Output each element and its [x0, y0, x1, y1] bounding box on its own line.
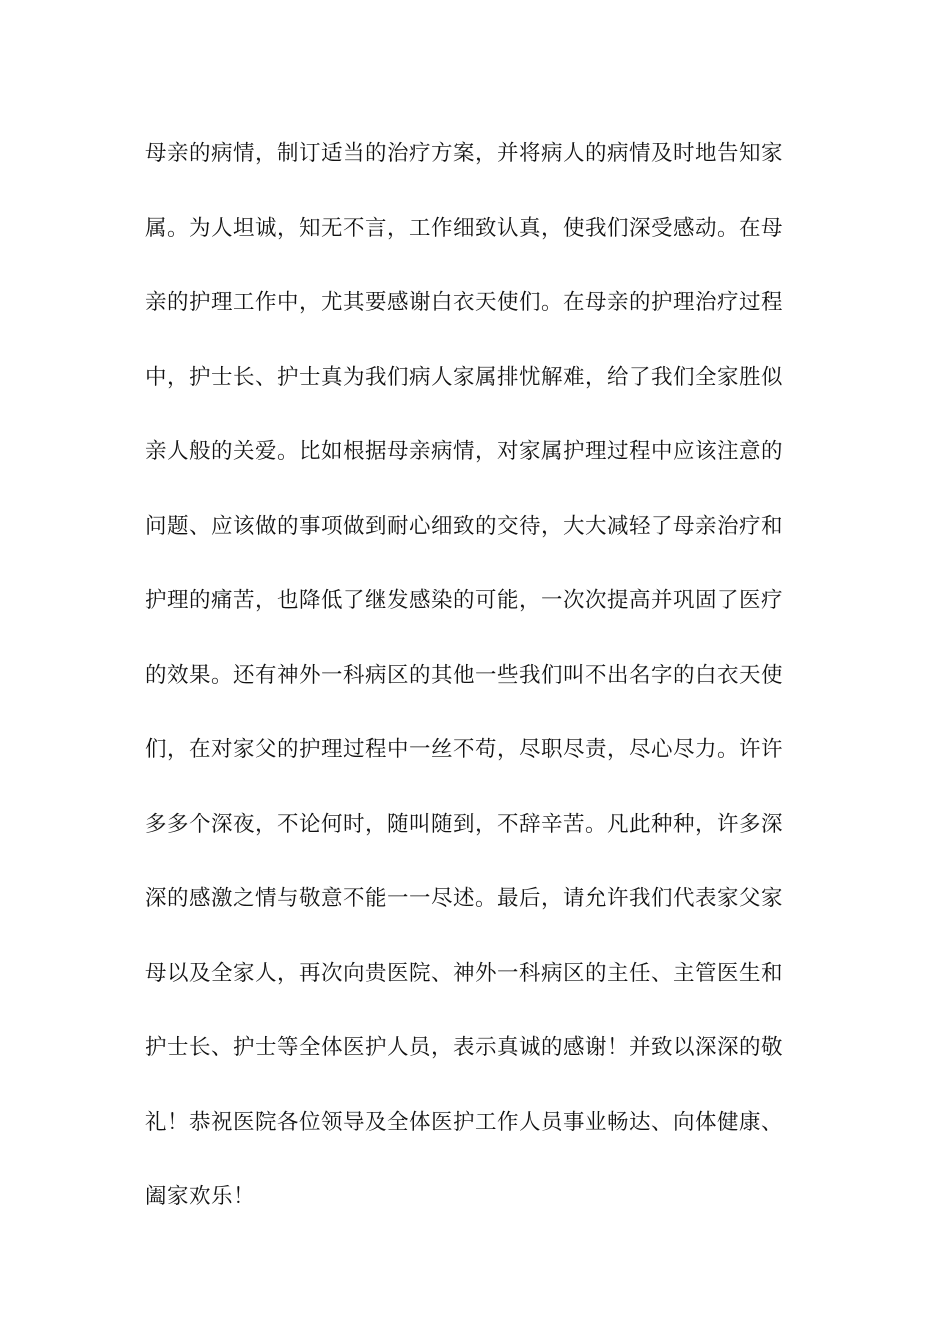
text-line-15: 阖家欢乐！ [145, 1184, 256, 1209]
text-line-13: 护士长、护士等全体医护人员，表示真诚的感谢！并致以深深的敬 [145, 1035, 784, 1060]
text-line-12: 母以及全家人，再次向贵医院、神外一科病区的主任、主管医生和 [145, 960, 784, 986]
text-line-3: 亲的护理工作中，尤其要感谢白衣天使们。在母亲的护理治疗过程 [145, 290, 784, 315]
text-line-10: 多多个深夜，不论何时，随叫随到，不辞辛苦。凡此种种，许多深 [145, 811, 784, 837]
text-line-4: 中，护士长、护士真为我们病人家属排忧解难，给了我们全家胜似 [145, 364, 784, 390]
text-line-6: 问题、应该做的事项做到耐心细致的交待，大大减轻了母亲治疗和 [145, 513, 784, 539]
text-line-8: 的效果。还有神外一科病区的其他一些我们叫不出名字的白衣天使 [145, 662, 784, 688]
text-line-7: 护理的痛苦，也降低了继发感染的可能，一次次提高并巩固了医疗 [145, 588, 784, 613]
text-line-5: 亲人般的关爱。比如根据母亲病情，对家属护理过程中应该注意的 [145, 439, 784, 464]
text-line-9: 们，在对家父的护理过程中一丝不苟，尽职尽责，尽心尽力。许许 [145, 737, 784, 762]
text-line-14: 礼！恭祝医院各位领导及全体医护工作人员事业畅达、向体健康、 [145, 1109, 784, 1135]
text-line-11: 深的感激之情与敬意不能一一尽述。最后，请允许我们代表家父家 [145, 886, 784, 911]
text-line-1: 母亲的病情，制订适当的治疗方案，并将病人的病情及时地告知家 [145, 141, 784, 166]
text-line-2: 属。为人坦诚，知无不言，工作细致认真，使我们深受感动。在母 [145, 215, 784, 241]
letter-body [145, 134, 825, 1252]
